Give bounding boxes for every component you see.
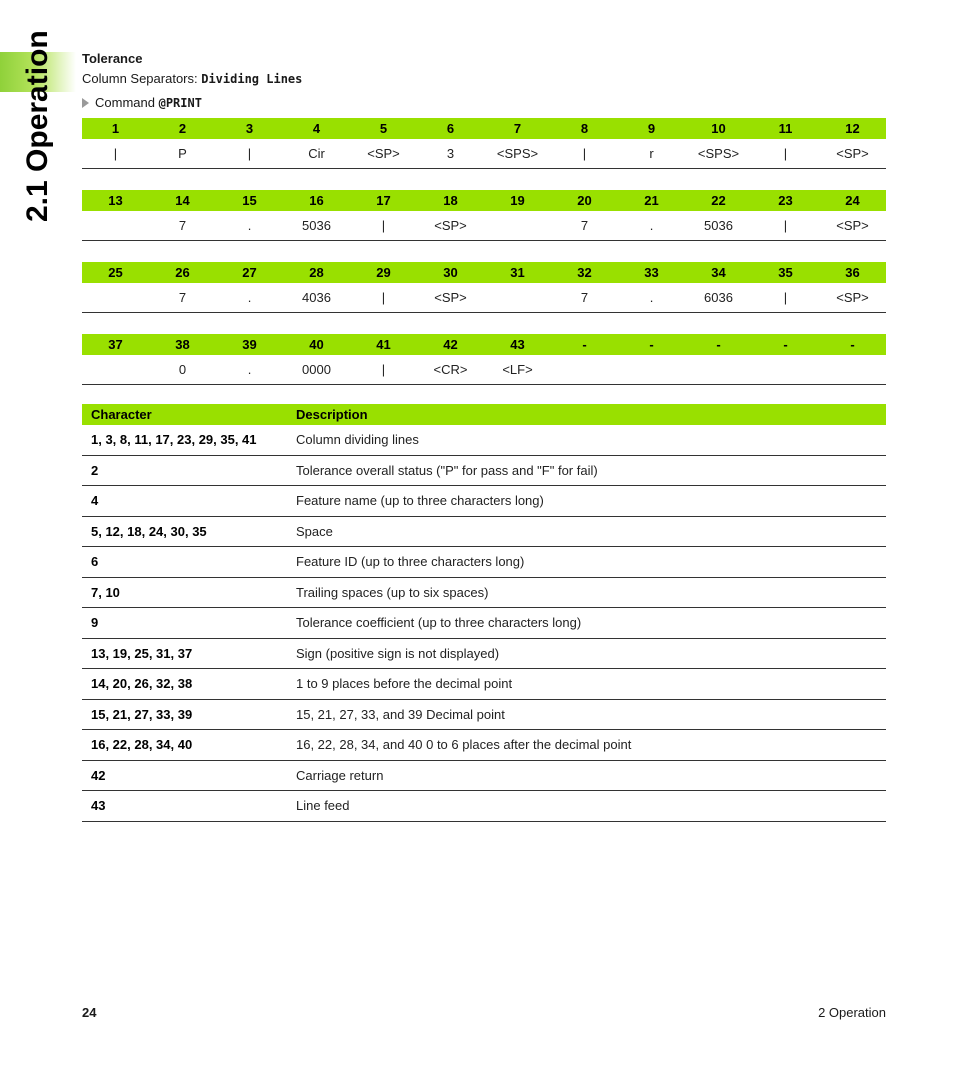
position-number: - [685, 334, 752, 355]
table-row [82, 455, 886, 486]
command-line [82, 92, 886, 114]
character-cell: 7, 10 [82, 577, 287, 608]
position-number: 32 [551, 262, 618, 283]
position-number: 4 [283, 118, 350, 139]
table-header-row [82, 404, 886, 425]
position-number: 15 [216, 190, 283, 211]
grid-gap [82, 169, 886, 190]
position-number: 30 [417, 262, 484, 283]
position-value: | [752, 283, 819, 313]
position-value: | [216, 139, 283, 169]
position-number: 16 [283, 190, 350, 211]
position-value: | [752, 139, 819, 169]
position-value [82, 211, 149, 241]
position-value: | [350, 283, 417, 313]
position-number: 28 [283, 262, 350, 283]
character-cell: 14, 20, 26, 32, 38 [82, 669, 287, 700]
position-number: 39 [216, 334, 283, 355]
position-number: 10 [685, 118, 752, 139]
character-cell: 43 [82, 791, 287, 822]
position-value [752, 355, 819, 385]
separators-line [82, 68, 886, 90]
character-cell: 6 [82, 547, 287, 578]
character-cell: 1, 3, 8, 11, 17, 23, 29, 35, 41 [82, 425, 287, 455]
command-label: Command [95, 95, 155, 110]
table-row [82, 791, 886, 822]
position-value [82, 355, 149, 385]
character-cell: 15, 21, 27, 33, 39 [82, 699, 287, 730]
description-cell: Column dividing lines [287, 425, 886, 455]
description-cell: 1 to 9 places before the decimal point [287, 669, 886, 700]
position-number: 20 [551, 190, 618, 211]
position-number: 7 [484, 118, 551, 139]
position-value: . [618, 211, 685, 241]
position-number: 36 [819, 262, 886, 283]
grid-header-row [82, 190, 886, 211]
description-cell: 15, 21, 27, 33, and 39 Decimal point [287, 699, 886, 730]
separators-value: Dividing Lines [201, 72, 303, 86]
position-grid [82, 190, 886, 241]
position-value [685, 355, 752, 385]
position-value: . [216, 355, 283, 385]
position-number: 25 [82, 262, 149, 283]
grid-gap [82, 313, 886, 334]
command-value: @PRINT [158, 96, 202, 110]
chapter-footer: 2 Operation [818, 1005, 886, 1020]
table-row [82, 638, 886, 669]
position-grid [82, 262, 886, 313]
position-number: 12 [819, 118, 886, 139]
description-cell: Line feed [287, 791, 886, 822]
position-number: 19 [484, 190, 551, 211]
table-row [82, 730, 886, 761]
position-number: 21 [618, 190, 685, 211]
position-value: 7 [149, 211, 216, 241]
position-value: | [551, 139, 618, 169]
position-value: <SP> [819, 283, 886, 313]
position-value: . [216, 211, 283, 241]
section-title: Tolerance [82, 51, 143, 66]
character-cell: 13, 19, 25, 31, 37 [82, 638, 287, 669]
position-value: <SP> [819, 139, 886, 169]
position-number: 13 [82, 190, 149, 211]
chapter-tab-label: 2.1 Operation [21, 30, 54, 222]
position-value: 5036 [283, 211, 350, 241]
main-content [82, 48, 886, 822]
position-number: 24 [819, 190, 886, 211]
position-value: <SP> [417, 211, 484, 241]
table-row [82, 486, 886, 517]
position-number: 29 [350, 262, 417, 283]
grid-value-row [82, 211, 886, 241]
position-number: 26 [149, 262, 216, 283]
character-cell: 5, 12, 18, 24, 30, 35 [82, 516, 287, 547]
position-number: 35 [752, 262, 819, 283]
position-value: | [82, 139, 149, 169]
page-number: 24 [82, 1005, 97, 1020]
description-cell: Feature ID (up to three characters long) [287, 547, 886, 578]
position-number: 1 [82, 118, 149, 139]
position-number: 23 [752, 190, 819, 211]
position-number: - [752, 334, 819, 355]
position-number: 5 [350, 118, 417, 139]
position-value: <LF> [484, 355, 551, 385]
position-value: r [618, 139, 685, 169]
table-row [82, 425, 886, 455]
position-value [82, 283, 149, 313]
header-description: Description [287, 404, 886, 425]
character-description-table [82, 404, 886, 822]
triangle-bullet-icon [82, 98, 89, 108]
separators-label: Column Separators: [82, 71, 202, 86]
grid-value-row [82, 139, 886, 169]
position-number: 34 [685, 262, 752, 283]
grid-header-row [82, 118, 886, 139]
position-number: 3 [216, 118, 283, 139]
description-cell: Carriage return [287, 760, 886, 791]
grid-header-row [82, 262, 886, 283]
position-value [551, 355, 618, 385]
description-cell: Sign (positive sign is not displayed) [287, 638, 886, 669]
position-value: 3 [417, 139, 484, 169]
grid-header-row [82, 334, 886, 355]
grid-value-row [82, 283, 886, 313]
position-value: <CR> [417, 355, 484, 385]
output-format-grids [82, 118, 886, 385]
position-number: 17 [350, 190, 417, 211]
position-number: 40 [283, 334, 350, 355]
grid-gap [82, 241, 886, 262]
position-number: 41 [350, 334, 417, 355]
position-value: 0 [149, 355, 216, 385]
description-cell: Feature name (up to three characters long) [287, 486, 886, 517]
character-cell: 4 [82, 486, 287, 517]
position-number: 22 [685, 190, 752, 211]
position-value [484, 211, 551, 241]
position-value: . [618, 283, 685, 313]
position-number: 11 [752, 118, 819, 139]
character-cell: 16, 22, 28, 34, 40 [82, 730, 287, 761]
position-value: 4036 [283, 283, 350, 313]
position-number: 42 [417, 334, 484, 355]
position-value: <SP> [417, 283, 484, 313]
header-character: Character [82, 404, 287, 425]
position-value: 6036 [685, 283, 752, 313]
position-number: 43 [484, 334, 551, 355]
position-number: 37 [82, 334, 149, 355]
table-row [82, 760, 886, 791]
position-grid [82, 118, 886, 169]
position-value: P [149, 139, 216, 169]
position-value: 0000 [283, 355, 350, 385]
position-value [618, 355, 685, 385]
table-row [82, 699, 886, 730]
position-value: Cir [283, 139, 350, 169]
position-number: 2 [149, 118, 216, 139]
position-number: - [618, 334, 685, 355]
position-number: 14 [149, 190, 216, 211]
description-cell: Trailing spaces (up to six spaces) [287, 577, 886, 608]
position-number: - [819, 334, 886, 355]
character-cell: 42 [82, 760, 287, 791]
position-value: <SPS> [484, 139, 551, 169]
position-value: | [752, 211, 819, 241]
position-value: | [350, 211, 417, 241]
position-value: <SP> [350, 139, 417, 169]
position-value: . [216, 283, 283, 313]
description-cell: Space [287, 516, 886, 547]
table-row [82, 577, 886, 608]
position-value: 7 [551, 283, 618, 313]
position-value: 7 [551, 211, 618, 241]
position-number: 6 [417, 118, 484, 139]
description-cell: Tolerance overall status ("P" for pass and "F" for fail) [287, 455, 886, 486]
position-number: 8 [551, 118, 618, 139]
position-number: 33 [618, 262, 685, 283]
description-cell: Tolerance coefficient (up to three characters long) [287, 608, 886, 639]
position-number: - [551, 334, 618, 355]
position-value: 5036 [685, 211, 752, 241]
position-grid [82, 334, 886, 385]
table-row [82, 547, 886, 578]
position-value: 7 [149, 283, 216, 313]
character-cell: 2 [82, 455, 287, 486]
table-row [82, 516, 886, 547]
position-number: 18 [417, 190, 484, 211]
position-number: 38 [149, 334, 216, 355]
position-value: <SPS> [685, 139, 752, 169]
grid-value-row [82, 355, 886, 385]
position-value [484, 283, 551, 313]
position-number: 9 [618, 118, 685, 139]
table-row [82, 669, 886, 700]
position-value [819, 355, 886, 385]
position-value: <SP> [819, 211, 886, 241]
table-row [82, 608, 886, 639]
position-value: | [350, 355, 417, 385]
position-number: 27 [216, 262, 283, 283]
position-number: 31 [484, 262, 551, 283]
character-cell: 9 [82, 608, 287, 639]
description-cell: 16, 22, 28, 34, and 40 0 to 6 places after the decimal point [287, 730, 886, 761]
